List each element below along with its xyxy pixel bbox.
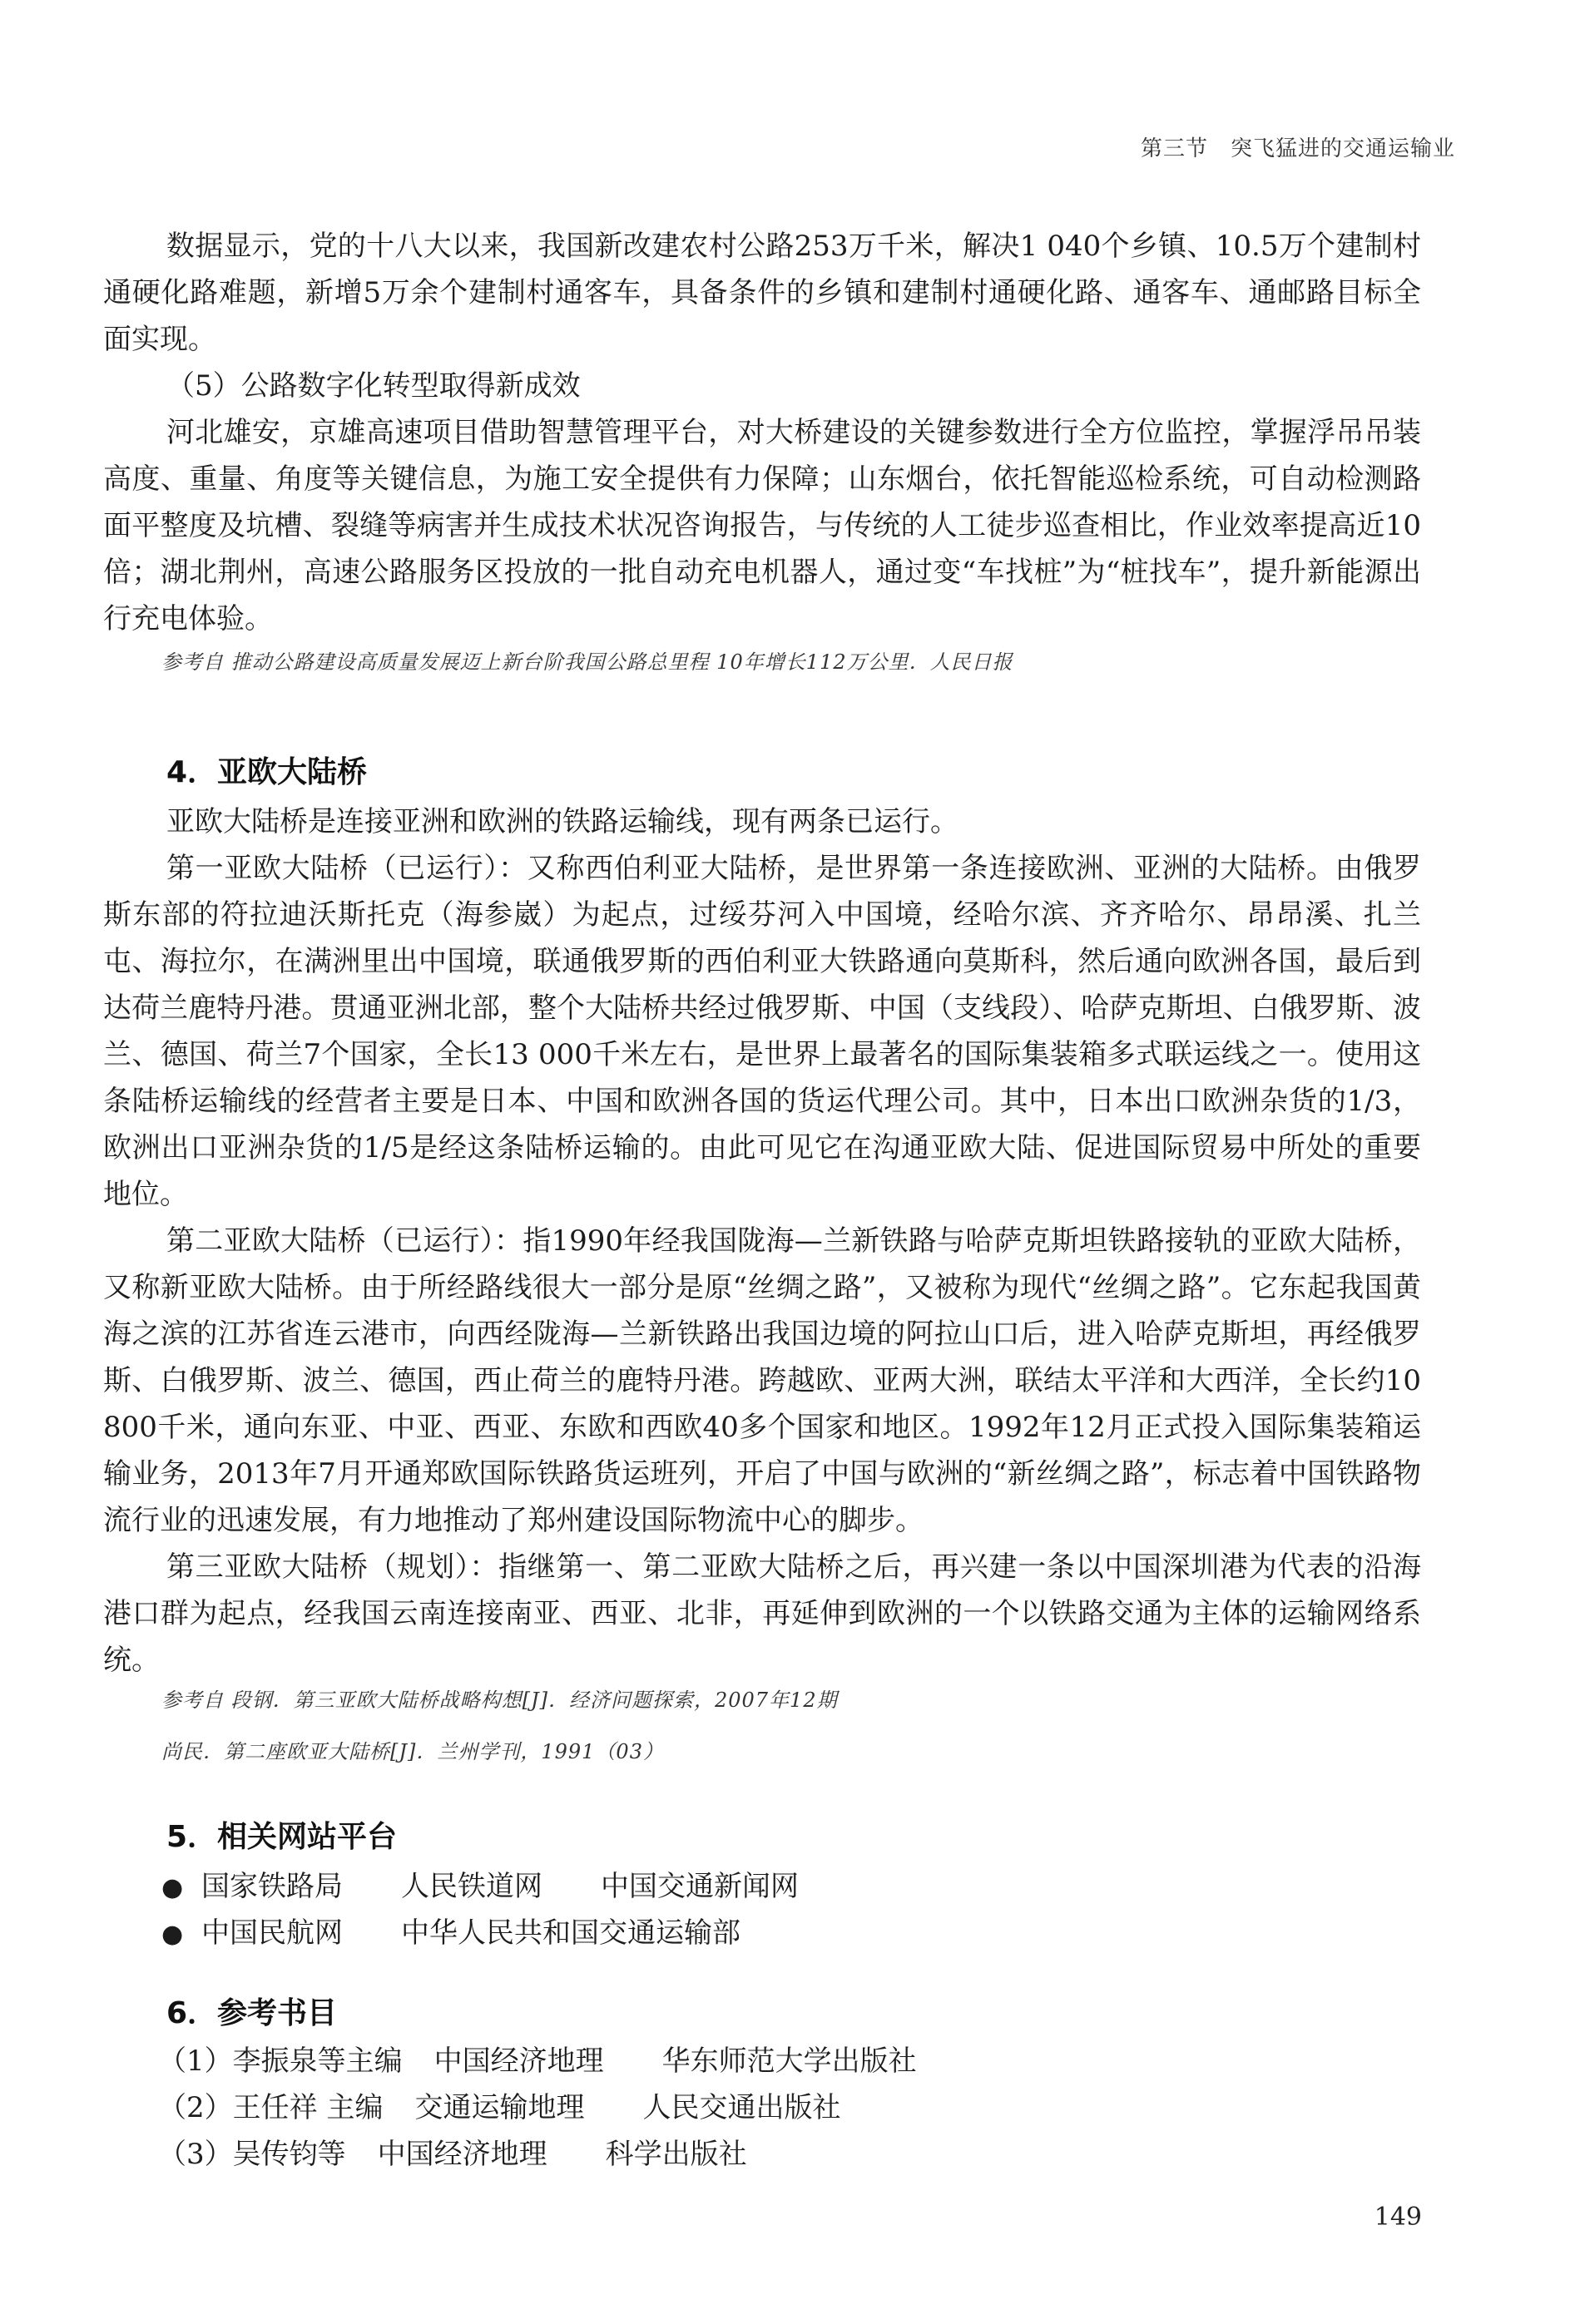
book-title: 中国经济地理 — [377, 2138, 547, 2171]
list-item — [158, 2038, 917, 2084]
book-title: 中国经济地理 — [433, 2045, 604, 2078]
section-title: 4．亚欧大陆桥 — [166, 755, 368, 789]
book-publisher: 华东师范大学出版社 — [661, 2045, 917, 2078]
book-author: 李振泉等主编 — [232, 2045, 403, 2078]
book-title: 交通运输地理 — [414, 2091, 585, 2124]
section-title: 6．参考书目 — [166, 1996, 338, 2030]
bibliography-list — [158, 2038, 917, 2178]
reference-note: 参考自 段钢．第三亚欧大陆桥战略构想[J]．经济问题探索，2007年12期 — [161, 1689, 838, 1712]
running-head: 第三节 突飞猛进的交通运输业 — [1140, 136, 1455, 161]
paragraph: 第三亚欧大陆桥（规划）：指继第一、第二亚欧大陆桥之后，再兴建一条以中国深圳港为代表的沿海港口群为起点，经我国云南连接南亚、西亚、北非，再延伸到欧洲的一个以铁路交通为主体的运输网络系统。 — [103, 1550, 1421, 1677]
paragraph: 亚欧大陆桥是连接亚洲和欧洲的铁路运输线，现有两条已运行。 — [166, 805, 958, 838]
subsection-heading: （5）公路数字化转型取得新成效 — [166, 369, 581, 403]
reference-note: 尚民．第二座欧亚大陆桥[J]．兰州学刊，1991（03） — [161, 1740, 664, 1763]
paragraph: 数据显示，党的十八大以来，我国新改建农村公路253万千米，解决1 040个乡镇、10.5万个建制村通硬化路难题，新增5万余个建制村通客车，具备条件的乡镇和建制村通硬化路、通客车、通邮路目标全面实现。 — [103, 230, 1421, 356]
list-item — [158, 2084, 917, 2131]
book-number: （2） — [158, 2091, 233, 2124]
section4-body — [103, 799, 1421, 1684]
website-name: 国家铁路局 — [201, 1870, 343, 1903]
website-list — [161, 1863, 799, 1956]
website-name: 人民铁道网 — [401, 1870, 542, 1903]
section4-references — [103, 1684, 1421, 1768]
list-item — [161, 1910, 799, 1956]
book-number: （3） — [158, 2138, 233, 2171]
section3-tail — [103, 223, 1421, 679]
section-title: 5．相关网站平台 — [166, 1820, 398, 1854]
book-publisher: 人民交通出版社 — [642, 2091, 841, 2124]
book-publisher: 科学出版社 — [605, 2138, 747, 2171]
book-author: 王任祥 主编 — [232, 2091, 384, 2124]
reference-note: 参考自 推动公路建设高质量发展迈上新台阶我国公路总里程 10年增长112万公里．人民日报 — [161, 650, 1013, 674]
book-number: （1） — [158, 2045, 233, 2078]
website-name: 中国民航网 — [201, 1916, 343, 1950]
list-item — [158, 2131, 917, 2178]
paragraph: 河北雄安，京雄高速项目借助智慧管理平台，对大桥建设的关键参数进行全方位监控，掌握浮吊吊装高度、重量、角度等关键信息，为施工安全提供有力保障；山东烟台，依托智能巡检系统，可自动检测路面平整度及坑槽、裂缝等病害并生成技术状况咨询报告，与传统的人工徒步巡查相比，作业效率提高近10倍；湖北荆州，高速公路服务区投放的一批自动充电机器人，通过变“车找桩”为“桩找车”，提升新能源出行充电体验。 — [103, 416, 1421, 635]
website-name: 中华人民共和国交通运输部 — [401, 1916, 740, 1950]
bullet-icon: ● — [161, 1873, 184, 1902]
paragraph: 第二亚欧大陆桥（已运行）：指1990年经我国陇海—兰新铁路与哈萨克斯坦铁路接轨的亚欧大陆桥，又称新亚欧大陆桥。由于所经路线很大一部分是原“丝绸之路”，又被称为现代“丝绸之路”。它东起我国黄海之滨的江苏省连云港市，向西经陇海—兰新铁路出我国边境的阿拉山口后，进入哈萨克斯坦，再经俄罗斯、白俄罗斯、波兰、德国，西止荷兰的鹿特丹港。跨越欧、亚两大洲，联结太平洋和大西洋，全长约10 800千米，通向东亚、中亚、西亚、东欧和西欧40多个国家和地区。1992年12月正式投入国际集装箱运输业务，2013年7月开通郑欧国际铁路货运班列，开启了中国与欧洲的“新丝绸之路”，标志着中国铁路物流行业的迅速发展，有力地推动了郑州建设国际物流中心的脚步。 — [103, 1224, 1421, 1537]
book-author: 吴传钧等 — [232, 2138, 346, 2171]
list-item — [161, 1863, 799, 1910]
paragraph: 第一亚欧大陆桥（已运行）：又称西伯利亚大陆桥，是世界第一条连接欧洲、亚洲的大陆桥。由俄罗斯东部的符拉迪沃斯托克（海参崴）为起点，过绥芬河入中国境，经哈尔滨、齐齐哈尔、昂昂溪、扎兰屯、海拉尔，在满洲里出中国境，联通俄罗斯的西伯利亚大铁路通向莫斯科，然后通向欧洲各国，最后到达荷兰鹿特丹港。贯通亚洲北部，整个大陆桥共经过俄罗斯、中国（支线段）、哈萨克斯坦、白俄罗斯、波兰、德国、荷兰7个国家，全长13 000千米左右，是世界上最著名的国际集装箱多式联运线之一。使用这条陆桥运输线的经营者主要是日本、中国和欧洲各国的货运代理公司。其中，日本出口欧洲杂货的1/3，欧洲出口亚洲杂货的1/5是经这条陆桥运输的。由此可见它在沟通亚欧大陆、促进国际贸易中所处的重要地位。 — [103, 852, 1421, 1211]
website-name: 中国交通新闻网 — [601, 1870, 799, 1903]
page-number: 149 — [1374, 2203, 1422, 2232]
bullet-icon: ● — [161, 1920, 184, 1949]
